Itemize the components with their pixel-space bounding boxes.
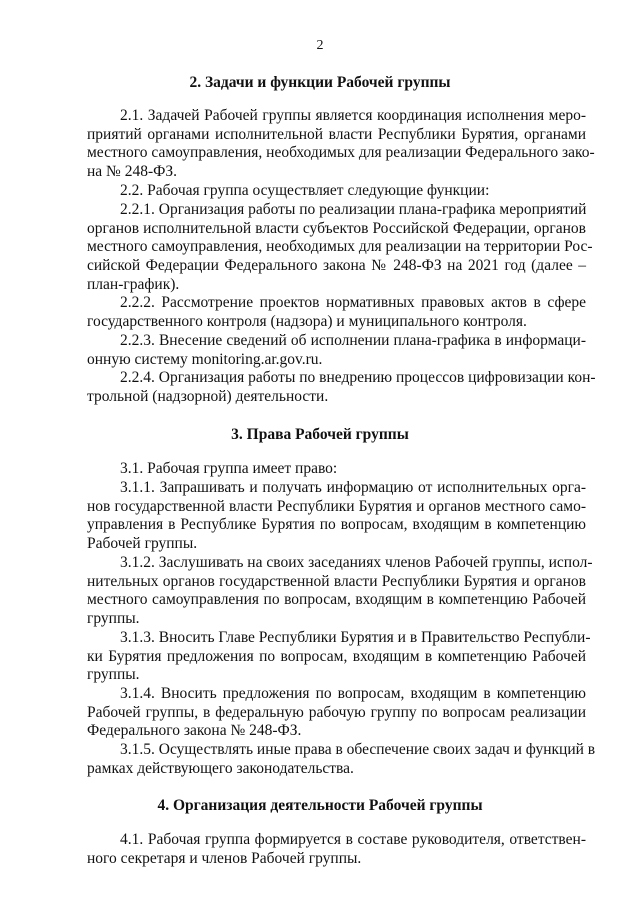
text-line: 3.1. Рабочая группа имеет право: [120, 460, 338, 477]
text-line: государственного контроля (надзора) и муниципального контроля. [87, 312, 527, 330]
section-heading: 2. Задачи и функции Рабочей группы [189, 74, 451, 91]
paragraph-3-1-1 [87, 479, 586, 554]
text-line: нов государственной власти Республики Бурятия и органов местного само- [87, 497, 586, 515]
section-heading: 4. Организация деятельности Рабочей группы [157, 797, 483, 814]
paragraph-3-1-2 [87, 554, 593, 629]
paragraph-2-2-3 [87, 332, 586, 369]
paragraph-2-1 [87, 107, 595, 182]
text-line: 3.1.5. Осуществлять иные права в обеспечение своих задач и функций в [120, 741, 596, 758]
text-line: группы. [87, 610, 140, 628]
section-heading: 3. Права Рабочей группы [231, 426, 409, 443]
text-line: план-график). [87, 275, 180, 293]
text-line: 4.1. Рабочая группа формируется в составе руководителя, ответствен- [120, 831, 586, 848]
text-line: 2.1. Задачей Рабочей группы является координация исполнения меро- [120, 107, 586, 124]
text-line: 3.1.1. Запрашивать и получать информацию от исполнительных орга- [120, 479, 586, 496]
text-line: сийской Федерации Федерального закона № 248-ФЗ на 2021 год (далее – [87, 257, 586, 275]
paragraph-2-2-4 [87, 369, 596, 406]
text-line: местного самоуправления, необходимых для реализации Федерального зако- [87, 144, 595, 162]
text-line: приятий органами исполнительной власти Республики Бурятия, органами [87, 125, 586, 143]
text-line: ки Бурятия предложения по вопросам, входящим в компетенцию Рабочей [87, 647, 586, 665]
paragraph-3-1 [87, 460, 586, 479]
text-line: трольной (надзорной) деятельности. [87, 387, 329, 405]
text-line: 3.1.2. Заслушивать на своих заседаниях членов Рабочей группы, испол- [120, 554, 593, 571]
text-line: местного самоуправления по вопросам, входящим в компетенцию Рабочей [87, 591, 586, 609]
text-line: на № 248-ФЗ. [87, 163, 178, 181]
text-line: 2.2.2. Рассмотрение проектов нормативных правовых актов в сфере [120, 294, 586, 311]
text-line: Рабочей группы, в федеральную рабочую группу по вопросам реализации [87, 703, 586, 721]
paragraph-2-2 [87, 182, 586, 201]
text-line: 2.2.3. Внесение сведений об исполнении плана-графика в информаци- [120, 332, 586, 349]
text-line: группы. [87, 666, 140, 684]
text-line: 2.2.4. Организация работы по внедрению процессов цифровизации кон- [120, 369, 596, 386]
text-line: органов исполнительной власти субъектов Российской Федерации, органов [87, 219, 586, 237]
text-line: 2.2.1. Организация работы по реализации плана-графика мероприятий [120, 201, 587, 218]
text-line: управления в Республике Бурятия по вопросам, входящим в компетенцию [87, 516, 586, 534]
paragraph-2-2-1 [87, 201, 593, 294]
text-line: 3.1.4. Вносить предложения по вопросам, входящим в компетенцию [120, 685, 586, 702]
text-line: Федерального закона № 248-ФЗ. [87, 722, 302, 740]
text-line: нительных органов государственной власти Республики Бурятия и органов [87, 572, 586, 590]
text-line: рамках действующего законодательства. [87, 759, 354, 777]
text-line: онную систему monitoring.ar.gov.ru. [87, 350, 323, 368]
text-line: 3.1.3. Вносить Главе Республики Бурятия и в Правительство Республи- [120, 629, 591, 646]
text-line: ного секретаря и членов Рабочей группы. [87, 849, 362, 867]
paragraph-3-1-3 [87, 629, 591, 685]
text-line: Рабочей группы. [87, 535, 198, 553]
paragraph-2-2-2 [87, 294, 586, 331]
paragraph-3-1-5 [87, 741, 596, 778]
page-number: 2 [316, 38, 324, 53]
text-line: местного самоуправления, необходимых для реализации на территории Рос- [87, 238, 593, 256]
paragraph-3-1-4 [87, 685, 586, 741]
text-line: 2.2. Рабочая группа осуществляет следующие функции: [120, 182, 490, 199]
paragraph-4-1 [87, 831, 586, 868]
